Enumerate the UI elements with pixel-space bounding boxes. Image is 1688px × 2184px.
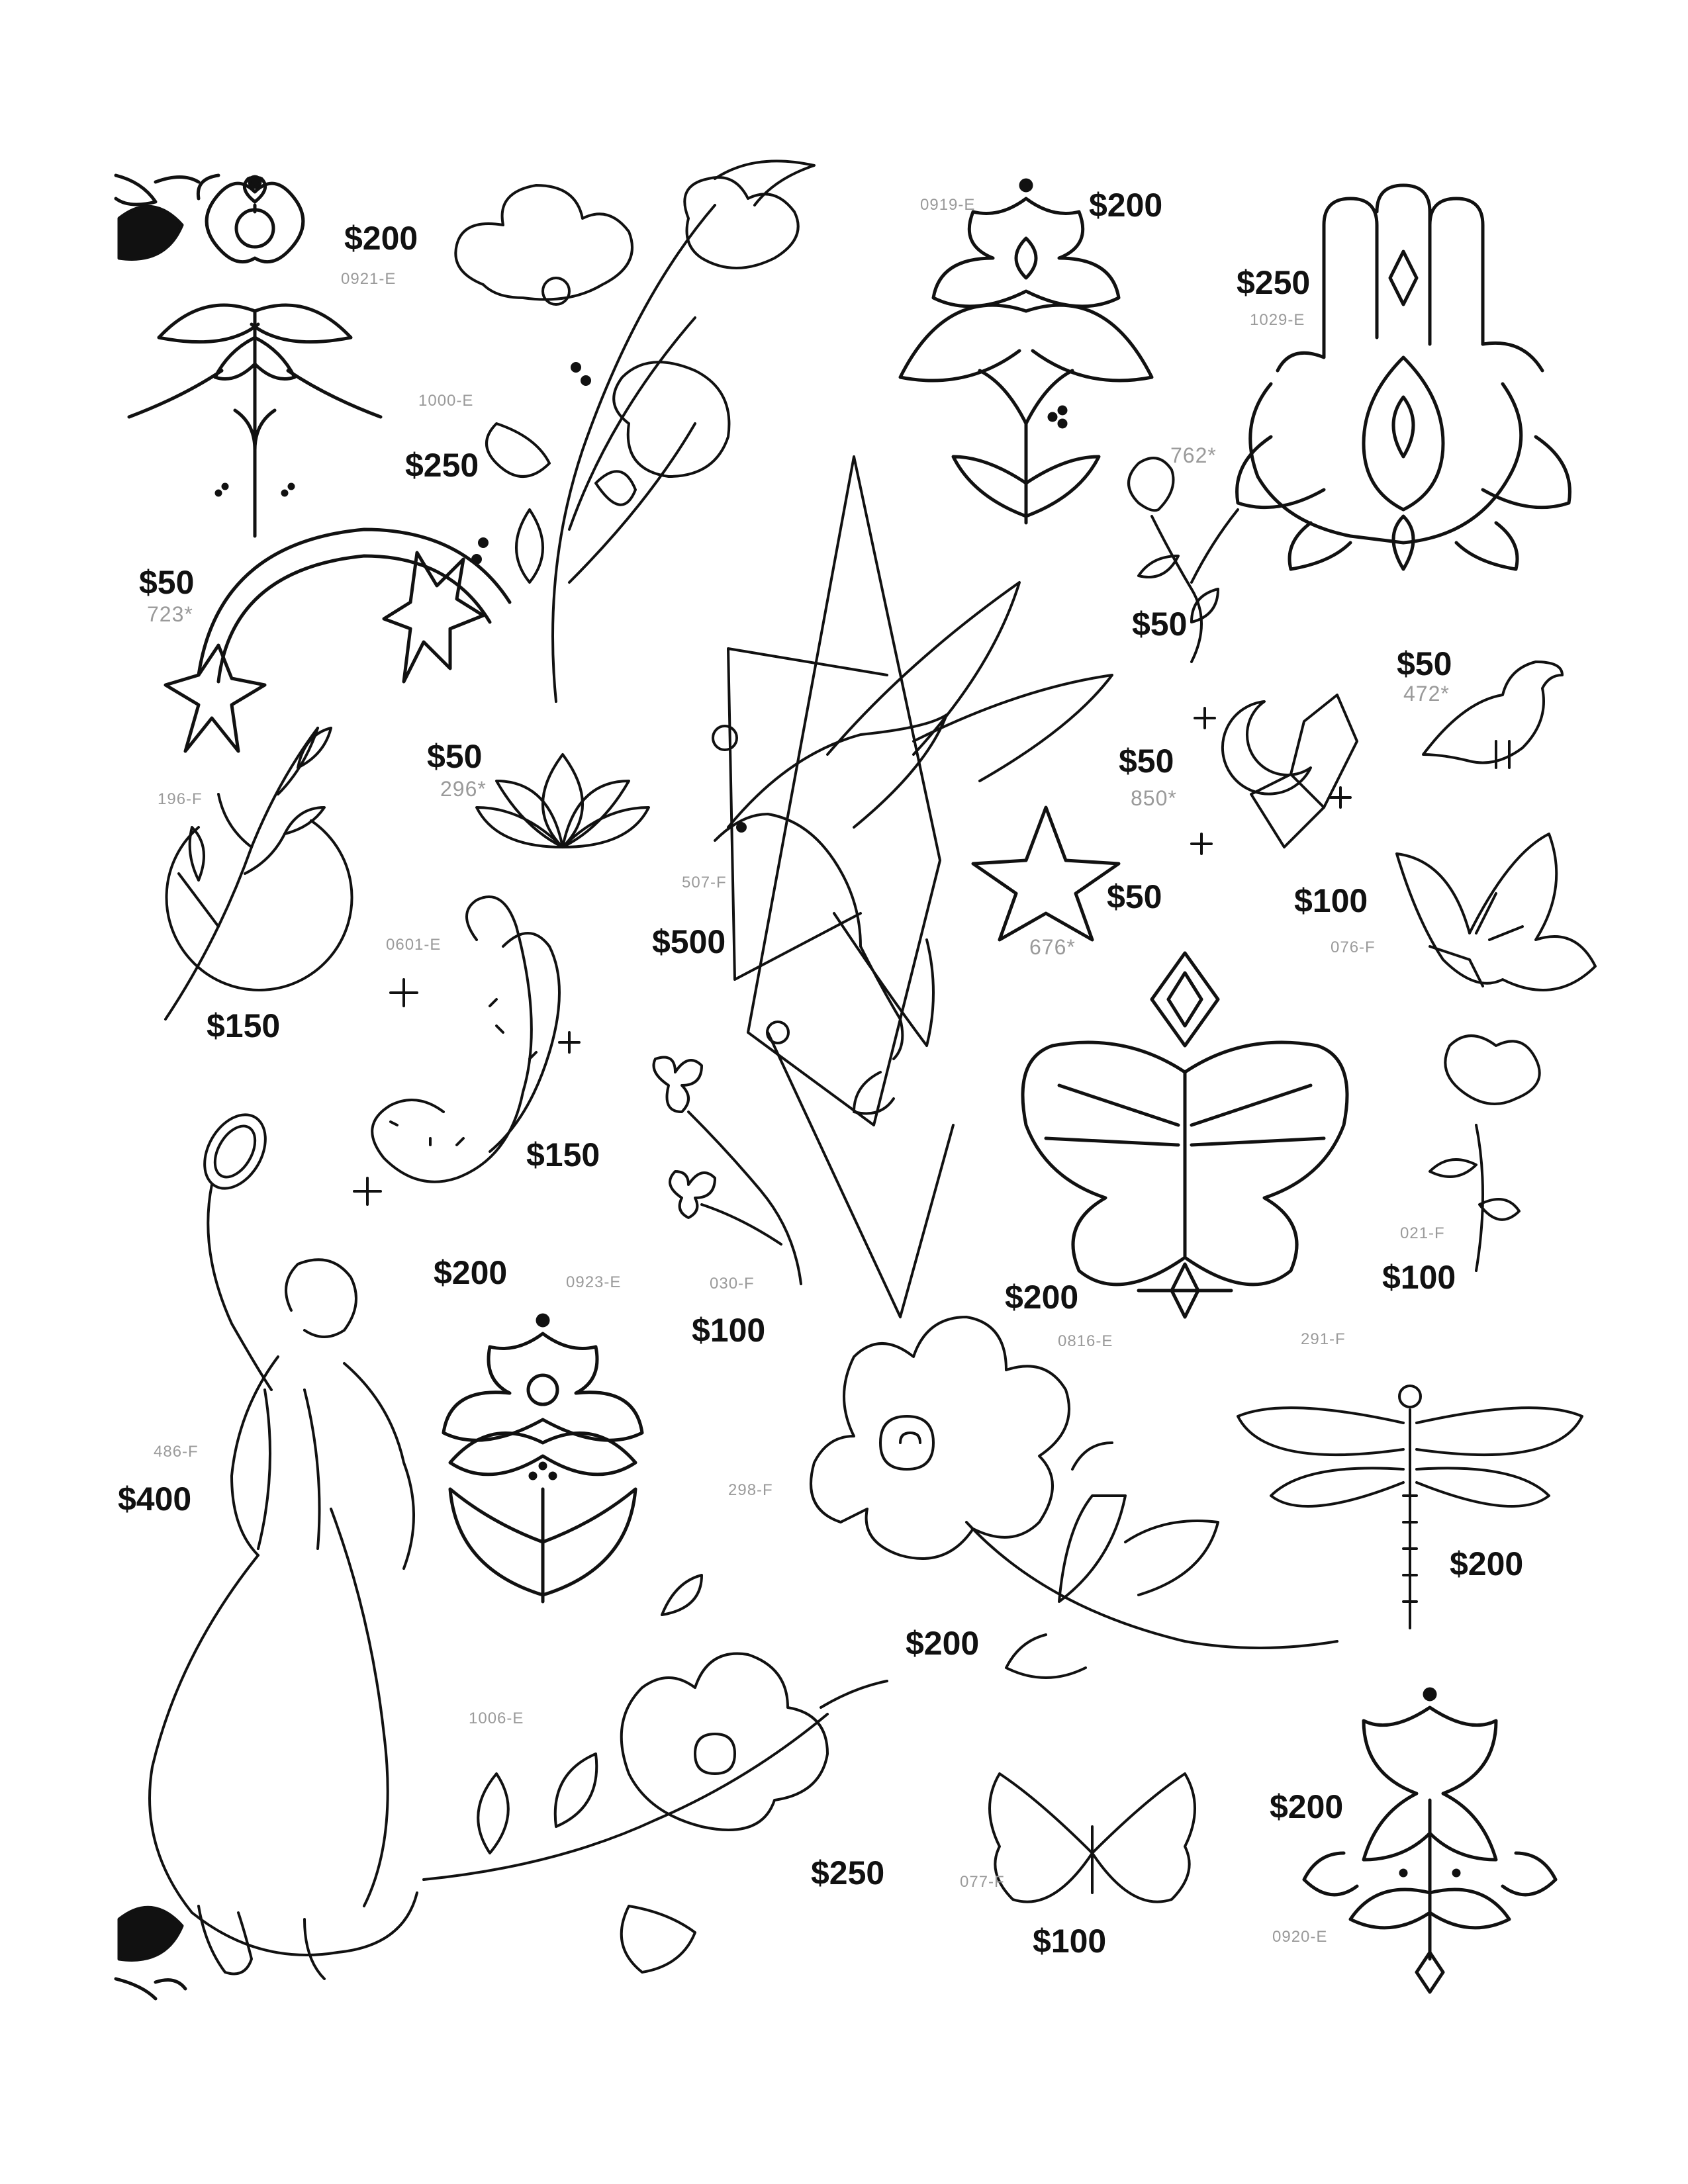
design-code: 021-F — [1400, 1224, 1445, 1242]
design-code: 0921-E — [341, 270, 397, 288]
price-label: $250 — [405, 447, 479, 484]
price-label: $200 — [344, 220, 418, 257]
design-code: 472* — [1403, 682, 1450, 705]
design-code: 1029-E — [1250, 311, 1305, 329]
rainbow-stars-art — [165, 529, 510, 751]
design-code: 762* — [1170, 443, 1217, 467]
design-code: 076-F — [1331, 938, 1376, 956]
bamboo-moon-art — [165, 728, 352, 1019]
design-code: 0923-E — [566, 1273, 622, 1291]
price-label: $50 — [1397, 645, 1452, 682]
price-label: $150 — [207, 1007, 281, 1044]
design-code: 0920-E — [1272, 1928, 1328, 1946]
corner-ornament-bottom — [116, 1907, 185, 1999]
price-label: $400 — [118, 1480, 192, 1518]
star-art — [973, 807, 1119, 940]
price-label: $200 — [1005, 1279, 1079, 1316]
design-code: 0816-E — [1058, 1332, 1113, 1350]
price-label: $50 — [427, 738, 483, 775]
price-label: $200 — [1089, 187, 1163, 224]
price-label: $200 — [434, 1254, 508, 1291]
design-code: 0601-E — [386, 936, 442, 954]
design-code: 298-F — [728, 1481, 773, 1499]
price-label: $100 — [1294, 882, 1368, 919]
price-label: $250 — [1237, 264, 1311, 301]
lotus-art — [477, 754, 649, 847]
price-label: $50 — [1107, 878, 1162, 915]
design-code: 077-F — [960, 1873, 1005, 1891]
price-label: $100 — [1033, 1923, 1107, 1960]
design-code: 507-F — [682, 874, 727, 891]
magnolia-art — [811, 1317, 1337, 1678]
price-label: $200 — [1270, 1788, 1344, 1825]
design-code: 723* — [147, 602, 193, 626]
butterfly-large-art — [1023, 953, 1347, 1317]
design-code: 486-F — [154, 1443, 199, 1461]
butterfly-small-right-art — [1397, 834, 1595, 990]
design-code: 1006-E — [469, 1709, 524, 1727]
design-code: 0919-E — [920, 196, 976, 214]
dancer-art — [150, 1104, 417, 1979]
price-label: $250 — [811, 1854, 885, 1891]
price-label: $100 — [692, 1312, 766, 1349]
poppy-bouquet-art — [455, 161, 814, 702]
price-label: $200 — [906, 1625, 980, 1662]
design-code: 850* — [1131, 786, 1177, 810]
moon-crystal-art — [1192, 695, 1357, 854]
dragonfly-art — [1238, 1386, 1582, 1628]
hamsa-lotus-art — [1237, 185, 1570, 569]
design-code: 296* — [440, 777, 487, 801]
folk-flower-c-art — [444, 1315, 642, 1602]
price-label: $500 — [652, 923, 726, 960]
small-flowers-art — [654, 1058, 802, 1285]
price-label: $100 — [1382, 1259, 1456, 1296]
design-code: 1000-E — [418, 392, 474, 410]
design-code: 030-F — [710, 1275, 755, 1293]
folk-flower-d-art — [1304, 1689, 1556, 1992]
folk-flower-b-art — [900, 180, 1152, 523]
corner-ornament-top — [116, 175, 218, 259]
design-code: 676* — [1029, 935, 1076, 959]
price-label: $150 — [526, 1136, 600, 1173]
rose-stem-art — [1430, 1036, 1540, 1271]
price-label: $50 — [1132, 606, 1188, 643]
peony-branch-art — [424, 1575, 887, 1972]
price-label: $50 — [139, 564, 195, 601]
price-label: $200 — [1450, 1545, 1524, 1582]
design-code: 196-F — [158, 790, 203, 808]
swallow-art — [713, 457, 1112, 1317]
butterfly-small-art — [990, 1774, 1195, 1902]
design-code: 291-F — [1301, 1330, 1346, 1348]
price-label: $50 — [1119, 743, 1174, 780]
